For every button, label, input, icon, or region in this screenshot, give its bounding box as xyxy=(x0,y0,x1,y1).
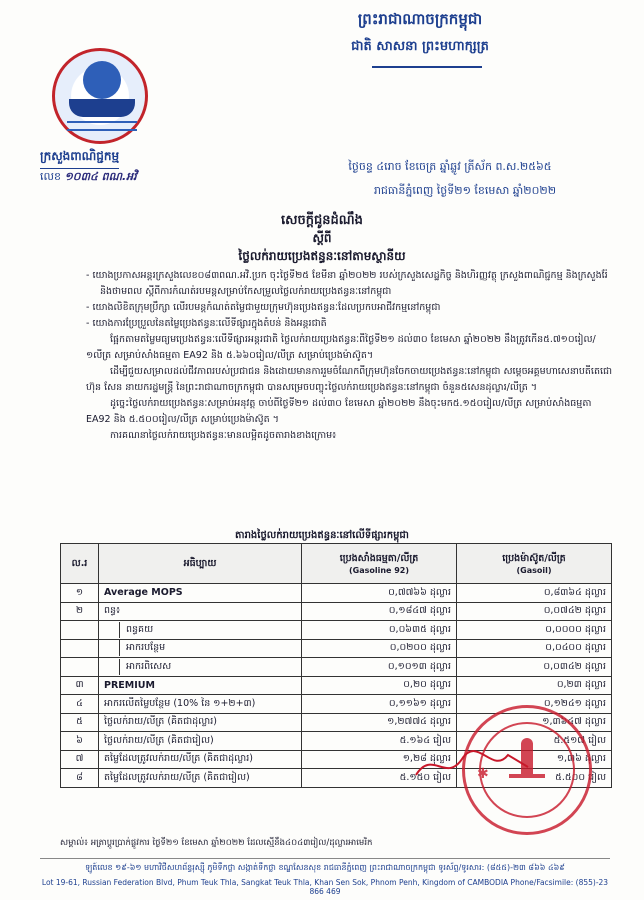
row-gasoil: ០,០៤០០ ដុល្លារ xyxy=(457,639,612,658)
header-no: ល.រ xyxy=(61,544,99,584)
row-no: ៧ xyxy=(61,750,99,769)
body-paragraph: ការគណនាថ្លៃលក់រាយប្រេងឥន្ធនៈមានលម្អិតដូចតារាងខាងក្រោម៖ xyxy=(110,430,337,441)
row-no: ៦ xyxy=(61,732,99,751)
row-desc: ពន្ធ៖ xyxy=(99,602,302,621)
row-gasoil: ០,០០០០ ដុល្លារ xyxy=(457,621,612,640)
row-gasoil: ០,២៣ ដុល្លារ xyxy=(457,676,612,695)
header-gasoil-km: ប្រេងម៉ាស៊ូត/លីត្រ xyxy=(502,553,566,564)
header-gasoline-km: ប្រេងសាំងធម្មតា/លីត្រ xyxy=(339,553,419,564)
row-gasoil: ០,១២៤១ ដុល្លារ xyxy=(457,695,612,714)
table-header-row xyxy=(61,544,612,584)
body-paragraph: ដូច្នេះថ្លៃលក់រាយប្រេងឥន្ធនៈសម្រាប់អនុវត្ត ចាប់ពីថ្ងៃទី២១ ដល់៣០ ខែមេសា ឆ្នាំ២០២២ នឹងចុះមក៥.១៥០រៀល/លីត្រ សម្រាប់សាំងធម្មតា EA92 និង ៥.៥០០រៀល/លីត្រ សម្រាប់ប្រេងម៉ាស៊ូត ។ xyxy=(86,398,592,425)
table-row xyxy=(61,639,612,658)
heading-ornament xyxy=(372,60,482,68)
row-desc: Average MOPS xyxy=(99,584,302,603)
lunar-date: ថ្ងៃចន្ទ ៤រោច ខែចេត្រ ឆ្នាំឆ្លូវ ត្រីស័ក ព.ស.២៥៦៥ xyxy=(348,160,552,173)
notice-title: សេចក្តីជូនដំណឹង xyxy=(281,213,363,228)
exchange-rate-note: សម្គាល់៖ អត្រាប្តូរប្រាក់ផ្លូវការ ថ្ងៃទី២១ ខែមេសា ឆ្នាំ២០២២ ដែលស្មើនឹង៤០៤៣រៀល/ដុល្លារអាមេរិក xyxy=(60,838,373,848)
row-desc: PREMIUM xyxy=(99,676,302,695)
star-icon: ✱ xyxy=(477,766,489,782)
footer-divider xyxy=(40,858,610,859)
row-gasoil: ០,៨៣៦៤ ដុល្លារ xyxy=(457,584,612,603)
waves-icon xyxy=(67,121,137,131)
kingdom-heading: ព្រះរាជាណាចក្រកម្ពុជា xyxy=(357,10,483,28)
row-gasoil: ៥.៥០០ រៀល xyxy=(457,769,612,788)
row-no: ៣ xyxy=(61,676,99,695)
row-desc: តម្លៃដែលត្រូវលក់រាយ/លីត្រ (គិតជាដុល្លារ) xyxy=(99,750,302,769)
row-gasoline: ៥.១៥០ រៀល xyxy=(302,769,457,788)
row-no xyxy=(61,639,99,658)
header-gasoil-en: (Gasoil) xyxy=(516,566,552,575)
reference-value: ១០៣៤ ពណ.អវិ xyxy=(64,170,137,183)
letter-date: រាជធានីភ្នំពេញ ថ្ងៃទី២១ ខែមេសា ឆ្នាំ២០២២ xyxy=(373,184,557,197)
header-gasoline xyxy=(302,544,457,584)
table-row xyxy=(61,602,612,621)
row-gasoline: ០,១០១៣ ដុល្លារ xyxy=(302,658,457,677)
ministry-logo-icon xyxy=(52,48,148,144)
row-gasoline: ១,២៧៧៤ ដុល្លារ xyxy=(302,713,457,732)
row-gasoline: ១,២៨ ដុល្លារ xyxy=(302,750,457,769)
row-desc-sub xyxy=(99,621,302,640)
notice-subject-label: ស្តីពី xyxy=(312,231,332,245)
row-no: ៤ xyxy=(61,695,99,714)
body-paragraph: ផ្អែកតាមតម្លៃមធ្យមប្រេងឥន្ធនៈលើទីផ្សារអន្តរជាតិ ថ្លៃលក់រាយប្រេងឥន្ធនៈពីថ្ងៃទី២១ ដល់៣០ ខែមេសា ឆ្នាំ២០២២ នឹងត្រូវកើន៥.៧១០រៀល/១លីត្រ សម្រាប់សាំងធម្មតា EA92 និង ៥.៦៦០រៀល/លីត្រ សម្រាប់ប្រេងម៉ាស៊ូត។ xyxy=(86,334,596,361)
row-gasoil: ០,០៣៤២ ដុល្លារ xyxy=(457,658,612,677)
nation-motto: ជាតិ សាសនា ព្រះមហាក្សត្រ xyxy=(351,39,489,54)
row-no: ១ xyxy=(61,584,99,603)
row-no xyxy=(61,658,99,677)
row-gasoline: ០,០២០០ ដុល្លារ xyxy=(302,639,457,658)
row-desc-sub xyxy=(99,639,302,658)
ministry-name: ក្រសួងពាណិជ្ជកម្ម xyxy=(40,148,119,169)
notice-subject: ថ្លៃលក់រាយប្រេងឥន្ធនៈនៅតាមស្ថានីយ xyxy=(238,249,406,263)
row-gasoline: ០,៧៧៦៦ ដុល្លារ xyxy=(302,584,457,603)
row-desc: ថ្លៃលក់រាយ/លីត្រ (គិតជារៀល) xyxy=(99,732,302,751)
ship-icon xyxy=(69,99,135,117)
row-gasoil: ១,៣៦ ដុល្លារ xyxy=(457,750,612,769)
row-desc: ពន្ធគយ xyxy=(126,623,154,635)
row-no: ៥ xyxy=(61,713,99,732)
reference-bullet: - យោងការប្រែប្រួលនៃតម្លៃប្រេងឥន្ធនៈលើទីផ្សារក្នុងតំបន់ និងអន្តរជាតិ xyxy=(86,316,616,332)
table-row xyxy=(61,621,612,640)
row-gasoil: ០,០៧៤២ ដុល្លារ xyxy=(457,602,612,621)
table-title: តារាងថ្លៃលក់រាយប្រេងឥន្ធនៈនៅលើទីផ្សារកម្ពុជា xyxy=(235,530,409,541)
table-row xyxy=(61,584,612,603)
reference-bullet: - យោងប្រកាសអន្តរក្រសួងលេខ០៨៣ពណ.អវិ.ប្រក ចុះថ្ងៃទី២៥ ខែមីនា ឆ្នាំ២០២២ របស់ក្រសួងសេដ្ឋកិច្ច និងហិរញ្ញវត្ថុ ក្រសួងពាណិជ្ជកម្ម និងក្រសួងរ៉ែ និងថាមពល ស្តីពីការកំណត់របមន្តសម្រាប់កែសម្រួលថ្លៃលក់រាយប្រេងឥន្ធនៈនៅកម្ពុជា xyxy=(86,268,616,300)
row-gasoline: ០,២០ ដុល្លារ xyxy=(302,676,457,695)
footer-address-en: Lot 19-61, Russian Federation Blvd, Phum Teuk Thla, Sangkat Teuk Thla, Khan Sen Sok, Phnom Penh, Kingdom of CAMBODIA Phone/Facsimile: (855)-23 866 469 xyxy=(41,878,609,896)
row-no: ២ xyxy=(61,602,99,621)
globe-icon xyxy=(83,61,121,99)
table-row xyxy=(61,658,612,677)
header-description: អធិប្បាយ xyxy=(99,544,302,584)
row-desc: ថ្លៃលក់រាយ/លីត្រ (គិតជាដុល្លារ) xyxy=(99,713,302,732)
reference-bullet: - យោងលិខិតក្រុមប្រឹក្សា លើរបមន្តកំណត់តម្លៃជាមួយក្រុមហ៊ុនប្រេងឥន្ធនៈដែលប្រកបអាជីវកម្មនៅកម្ពុជា xyxy=(86,300,616,316)
footer-address-km: ឡូត៍លេខ ១៩-៦១ មហាវិថីសហព័ន្ធរុស្ស៊ី ភូមិទឹកថ្លា សង្កាត់ទឹកថ្លា ខណ្ឌសែនសុខ រាជធានីភ្នំពេញ ព្រះរាជាណាចក្រកម្ពុជា ទូរស័ព្ទ/ទូរសារ: (៨៥៥)-២៣ ៨៦៦ ៤៦៩ xyxy=(85,863,565,872)
notice-body xyxy=(86,268,616,444)
reference-label: លេខ xyxy=(40,170,61,183)
header-gasoline-en: (Gasoline 92) xyxy=(348,566,410,575)
row-desc: អាករលើតម្លៃបន្ថែម (10% នៃ ១+២+៣) xyxy=(99,695,302,714)
row-no: ៨ xyxy=(61,769,99,788)
row-gasoline: ០,០៦៣៥ ដុល្លារ xyxy=(302,621,457,640)
row-gasoil: ១,៣៦៤៧ ដុល្លារ xyxy=(457,713,612,732)
body-paragraph: ដើម្បីជួយសម្រាលដល់ជីវភាពរបស់ប្រជាជន និងដោយមានការរួមចំណែកពីក្រុមហ៊ុនចែកចាយប្រេងឥន្ធនៈនៅកម្ពុជា សម្តេចអគ្គមហាសេនាបតីតេជោ ហ៊ុន សែន នាយករដ្ឋមន្ត្រី នៃព្រះរាជាណាចក្រកម្ពុជា បានសម្រេចបញ្ចុះថ្លៃលក់រាយប្រេងឥន្ធនៈនៅកម្ពុជា ចំនួន៥សេនដុល្លារ/លីត្រ ។ xyxy=(86,366,613,393)
row-desc: តម្លៃដែលត្រូវលក់រាយ/លីត្រ (គិតជារៀល) xyxy=(99,769,302,788)
row-gasoline: ០,១១៦១ ដុល្លារ xyxy=(302,695,457,714)
row-gasoline: ០,១៨៤៧ ដុល្លារ xyxy=(302,602,457,621)
row-desc: អាករពិសេស xyxy=(126,660,172,672)
signature-icon xyxy=(412,745,532,785)
row-gasoil: ៥.៥១៧ រៀល xyxy=(457,732,612,751)
header-gasoil xyxy=(457,544,612,584)
row-no xyxy=(61,621,99,640)
table-row xyxy=(61,676,612,695)
row-desc-sub xyxy=(99,658,302,677)
row-desc: អាករបន្ថែម xyxy=(126,642,166,654)
row-gasoline: ៥.១៦៤ រៀល xyxy=(302,732,457,751)
reference-number xyxy=(40,170,137,186)
